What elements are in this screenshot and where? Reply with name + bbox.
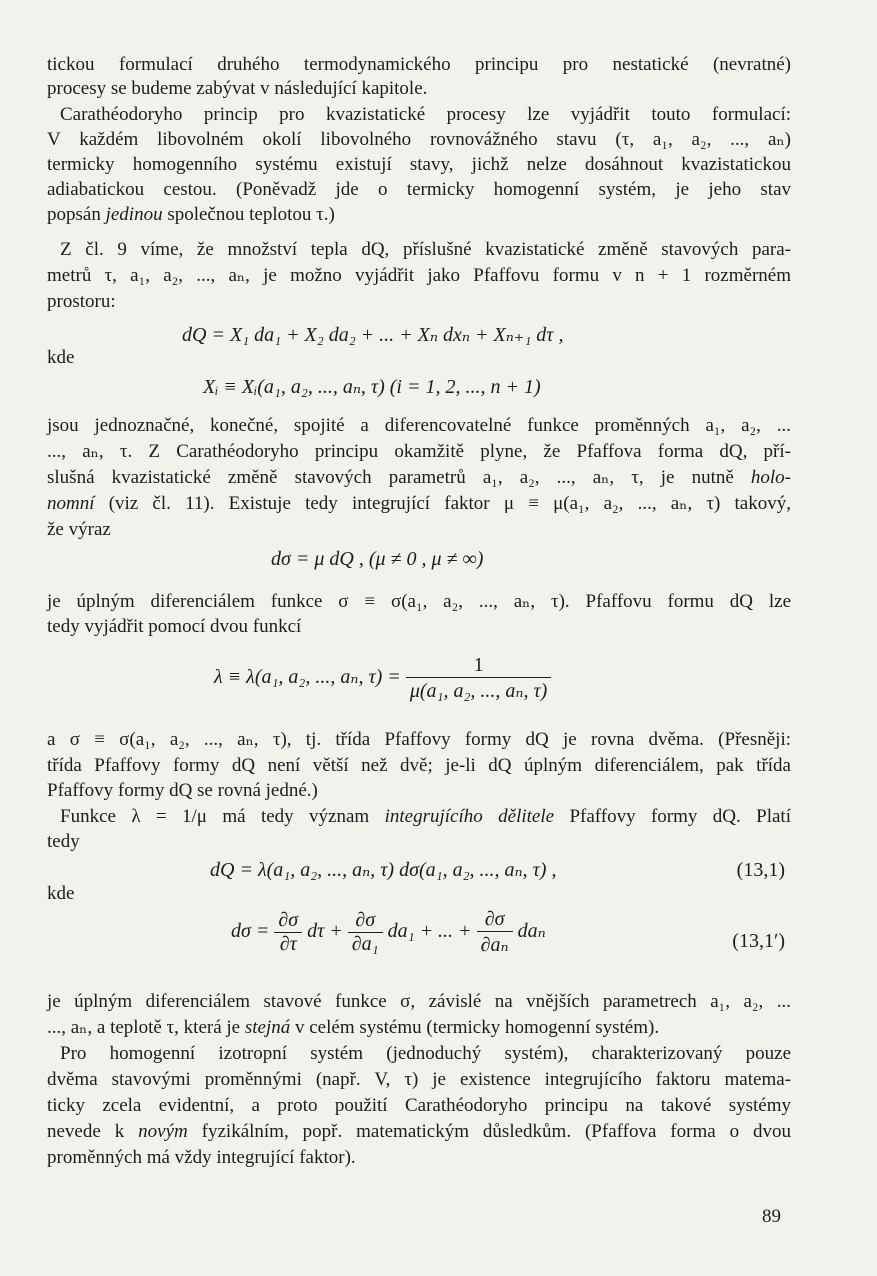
equation-pfaff-form: dQ = X₁ da₁ + X₂ da₂ + ... + Xₙ dxₙ + Xₙ₊₁ dτ , [182,324,564,346]
text-span: nevede k [47,1121,139,1142]
text-line: tedy [47,831,80,852]
text-span: Pfaffovy formy dQ. Platí [554,806,791,827]
text-line: jsou jednoznačné, konečné, spojité a diferencovatelné funkce proměnných a₁, a₂, ... [47,415,791,436]
text-line: prostoru: [47,291,116,312]
equation-number: (13,1) [736,859,785,881]
text-line: Pro homogenní izotropní systém (jednoduchý systém), charakterizovaný pouze [60,1043,791,1064]
text-span: společnou teplotou τ.) [162,204,335,225]
fraction-denominator: ∂τ [274,932,302,956]
page-number: 89 [762,1206,781,1227]
text-line: proměnných má vždy integrující faktor). [47,1147,356,1168]
text-line [47,492,791,515]
text-line: Carathéodoryho princip pro kvazistatické procesy lze vyjádřit touto formulací: [60,104,791,125]
partial-fraction [348,909,383,956]
text-span: fyzikálním, popř. matematickým důsledkům. (Pfaffova forma o dvou [187,1121,791,1142]
fraction-numerator: ∂σ [484,908,505,930]
equation-term: daₙ [517,920,546,943]
equation-number: (13,1′) [732,930,785,952]
text-line: že výraz [47,519,111,540]
emphasis-text: novým [138,1121,188,1142]
text-line: tickou formulací druhého termodynamického principu pro nestatické (nevratné) [47,54,791,75]
partial-fraction [477,908,513,957]
text-span: (viz čl. 11). Existuje tedy integrující faktor μ ≡ μ(a₁, a₂, ..., aₙ, τ) takový, [94,493,791,514]
equation-lhs: dσ = [231,920,270,943]
fraction-numerator: ∂σ [355,909,376,931]
fraction-denominator: μ(a₁, a₂, ..., aₙ, τ) [406,677,552,703]
emphasis-text: stejná [244,1017,291,1038]
text-line: Pfaffovy formy dQ se rovná jedné.) [47,780,318,801]
text-line: tedy vyjádřit pomocí dvou funkcí [47,616,302,637]
fraction-numerator: ∂σ [278,909,299,931]
text-line: metrů τ, a₁, a₂, ..., aₙ, je možno vyjádřit jako Pfaffovu formu v n + 1 rozměrném [47,265,791,286]
equation-integrating-factor: dσ = μ dQ , (μ ≠ 0 , μ ≠ ∞) [271,548,484,570]
emphasis-text: nomní [47,493,95,514]
equation-13-1-prime [231,908,546,957]
text-line: termicky homogenního systému existují stavy, jichž nelze dosáhnout kvazistatickou [47,154,791,175]
text-line: V každém libovolném okolí libovolného rovnovážného stavu (τ, a₁, a₂, ..., aₙ) [47,129,791,150]
emphasis-text: integrujícího dělitele [384,806,555,827]
text-span: slušná kvazistatické změně stavových parametrů a₁, a₂, ..., aₙ, τ, je nutně [47,467,751,488]
equation-lhs: λ ≡ λ(a₁, a₂, ..., aₙ, τ) = [214,666,401,689]
text-span: popsán [47,204,106,225]
text-line: je úplným diferenciálem funkce σ ≡ σ(a₁, a₂, ..., aₙ, τ). Pfaffovu formu dQ lze [47,591,791,612]
fraction-numerator: 1 [473,654,484,676]
text-line: Z čl. 9 víme, že množství tepla dQ, příslušné kvazistatické změně stavových para- [60,239,791,260]
text-line [47,203,791,226]
text-line: dvěma stavovými proměnnými (např. V, τ) je existence integrujícího faktoru matema- [47,1069,791,1090]
text-span: ..., aₙ, a teplotě τ, která je [47,1017,245,1038]
text-span: v celém systému (termicky homogenní systém). [290,1017,660,1038]
equation-term: dτ + [307,920,343,943]
text-line [60,805,791,828]
text-line: procesy se budeme zabývat v následující kapitole. [47,78,428,99]
equation-term: da₁ + ... + [387,920,472,943]
text-line: adiabatickou cestou. (Poněvadž jde o termicky homogenní systém, je jeho stav [47,179,791,200]
text-line: ..., aₙ, τ. Z Carathéodoryho principu okamžitě plyne, že Pfaffova forma dQ, pří- [47,441,791,462]
kde-label: kde [47,883,75,904]
text-span: Funkce λ = 1/μ má tedy význam [60,806,385,827]
fraction-denominator: ∂aₙ [477,931,513,957]
text-line: a σ ≡ σ(a₁, a₂, ..., aₙ, τ), tj. třída Pfaffovy formy dQ je rovna dvěma. (Přesněji: [47,729,791,750]
equation-coefficients: Xᵢ ≡ Xᵢ(a₁, a₂, ..., aₙ, τ) (i = 1, 2, ..., n + 1) [203,376,541,398]
text-line [47,1120,791,1143]
text-line: třída Pfaffovy formy dQ není větší než dvě; je-li dQ úplným diferenciálem, pak třída [47,755,791,776]
fraction [406,654,552,703]
kde-label: kde [47,347,75,368]
partial-fraction [274,909,302,956]
emphasis-text: jedinou [105,204,163,225]
equation-13-1: dQ = λ(a₁, a₂, ..., aₙ, τ) dσ(a₁, a₂, ..., aₙ, τ) , [210,859,557,881]
text-line: ticky zcela evidentní, a proto použití Carathéodoryho principu na takové systémy [47,1095,791,1116]
emphasis-text: holo- [750,467,791,488]
fraction-denominator: ∂a₁ [348,932,383,956]
equation-lambda [214,654,551,703]
text-line: je úplným diferenciálem stavové funkce σ, závislé na vnějších parametrech a₁, a₂, ... [47,991,791,1012]
text-line [47,466,791,489]
text-line [47,1016,791,1039]
